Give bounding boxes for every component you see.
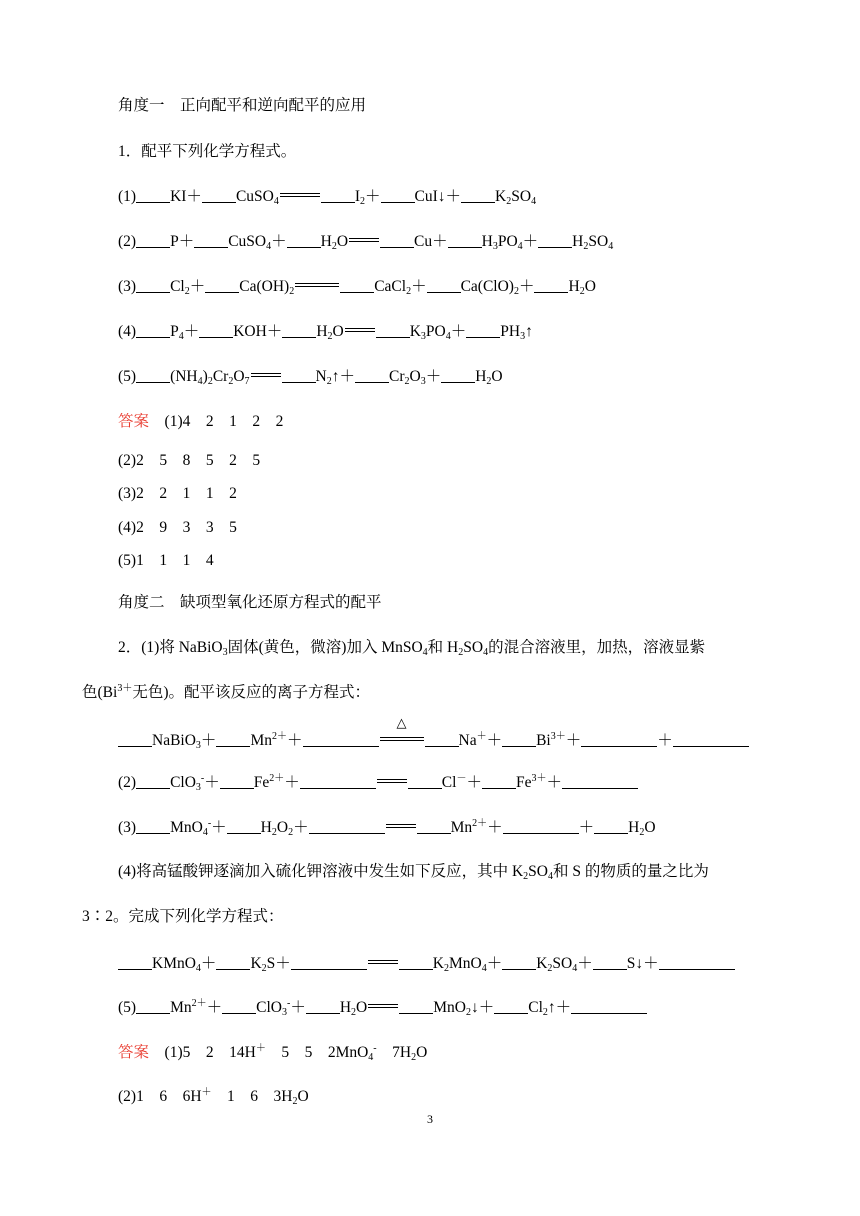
answer-1-line-4: (4)2 9 3 3 5 — [118, 519, 237, 536]
heat-triangle-icon: △ — [396, 715, 407, 730]
equals-sign — [386, 824, 416, 828]
section-heading-1: 角度一 正向配平和逆向配平的应用 — [118, 97, 367, 114]
equals-sign — [280, 193, 320, 197]
page-number: 3 — [427, 1112, 433, 1126]
answer-label: 答案 — [118, 413, 150, 430]
equals-sign — [251, 373, 281, 377]
answer-1-line-1: 答案 (1)4 2 1 2 2 — [118, 413, 284, 430]
equals-sign — [345, 328, 375, 332]
equation-2-4: KMnO$_4$＋ $K_2S+ K_2MnO_4+ K_2SO_4+$ S↓＋ — [118, 954, 735, 974]
equation-1-4: (4) $P_4+ KOH+ H_2O$ $K_3PO_4+$ $PH_3↑$ — [118, 323, 533, 342]
equals-sign — [368, 1004, 398, 1008]
equals-sign — [377, 779, 407, 783]
equals-sign — [368, 960, 398, 964]
answer-1-line-2: (2)2 5 8 5 2 5 — [118, 452, 261, 469]
equation-1-5: (5) $(NH_4)_2Cr_2O_7$ $N_2↑+ Cr_2O_3+ H_2O$ — [118, 368, 503, 387]
answer-1-line-3: (3)2 2 1 1 2 — [118, 485, 237, 502]
answer-1-line-5: (5)1 1 1 4 — [118, 552, 214, 569]
equation-1-2: (2) P＋ CuSO$_4$＋ $H_2O$ $Cu+ H_3PO_4+ H_2SO_4$ — [118, 233, 614, 252]
equals-sign — [295, 283, 339, 287]
section-heading-2: 角度二 缺项型氧化还原方程式的配平 — [118, 594, 382, 611]
heat-equals-sign — [379, 715, 425, 751]
question-2-4-text-1: (4)将高锰酸钾逐滴加入硫化钾溶液中发生如下反应，其中 $K_2SO_4$和 S 的物质的量之比为 — [118, 863, 709, 882]
question-2-text-1: 2．(1)将 NaBiO$_3$固体(黄色，微溶)加入 MnSO$_4$和 $H_2SO_4$的混合溶液里，加热，溶液显紫 — [118, 639, 706, 658]
equals-sign — [349, 238, 379, 242]
question-1-prompt: 1．配平下列化学方程式。 — [118, 143, 297, 160]
answer-2-line-1: 答案 (1)5 2 14H＋ 5 5 2MnO$_4$- $7H_2O$ — [118, 1043, 428, 1063]
answer-2-line-2: (2)1 6 6H＋ 1 6 $3H_2O$ — [118, 1087, 309, 1107]
equation-2-5: (5) $Mn^{2+}+ ClO_3^-+ H_2O$ MnO$_2$↓＋ $Cl_2↑+$ — [118, 998, 647, 1018]
answer-label: 答案 — [118, 1044, 150, 1061]
question-2-4-text-2: 3∶2。完成下列化学方程式： — [82, 908, 284, 925]
equation-1-3: (3) $Cl_2+ Ca(OH)_2$ CaCl$_2$＋ $Ca(ClO)_2+ H_2O$ — [118, 278, 596, 297]
question-2-text-2: 色($Bi^{3+}$无色)。配平该反应的离子方程式： — [82, 683, 370, 701]
equation-2-1: NaBiO$_3$＋ $Mn^{2+}+$ △ $Na^++ Bi^{3+}+$ ＋ — [118, 731, 749, 751]
equation-1-1: (1) KI＋ CuSO$_4$ $I_2+$ CuI↓＋ $K_2SO_4$ — [118, 188, 537, 207]
equation-2-2: (2) $ClO_3^-+ Fe^{2+}+ Cl^-+ Fe^{3+}+$ — [118, 773, 638, 793]
equation-2-3: (3) $MnO_4^-+ H_2O_2+ Mn^{2+}+ + H_2O$ — [118, 818, 656, 838]
